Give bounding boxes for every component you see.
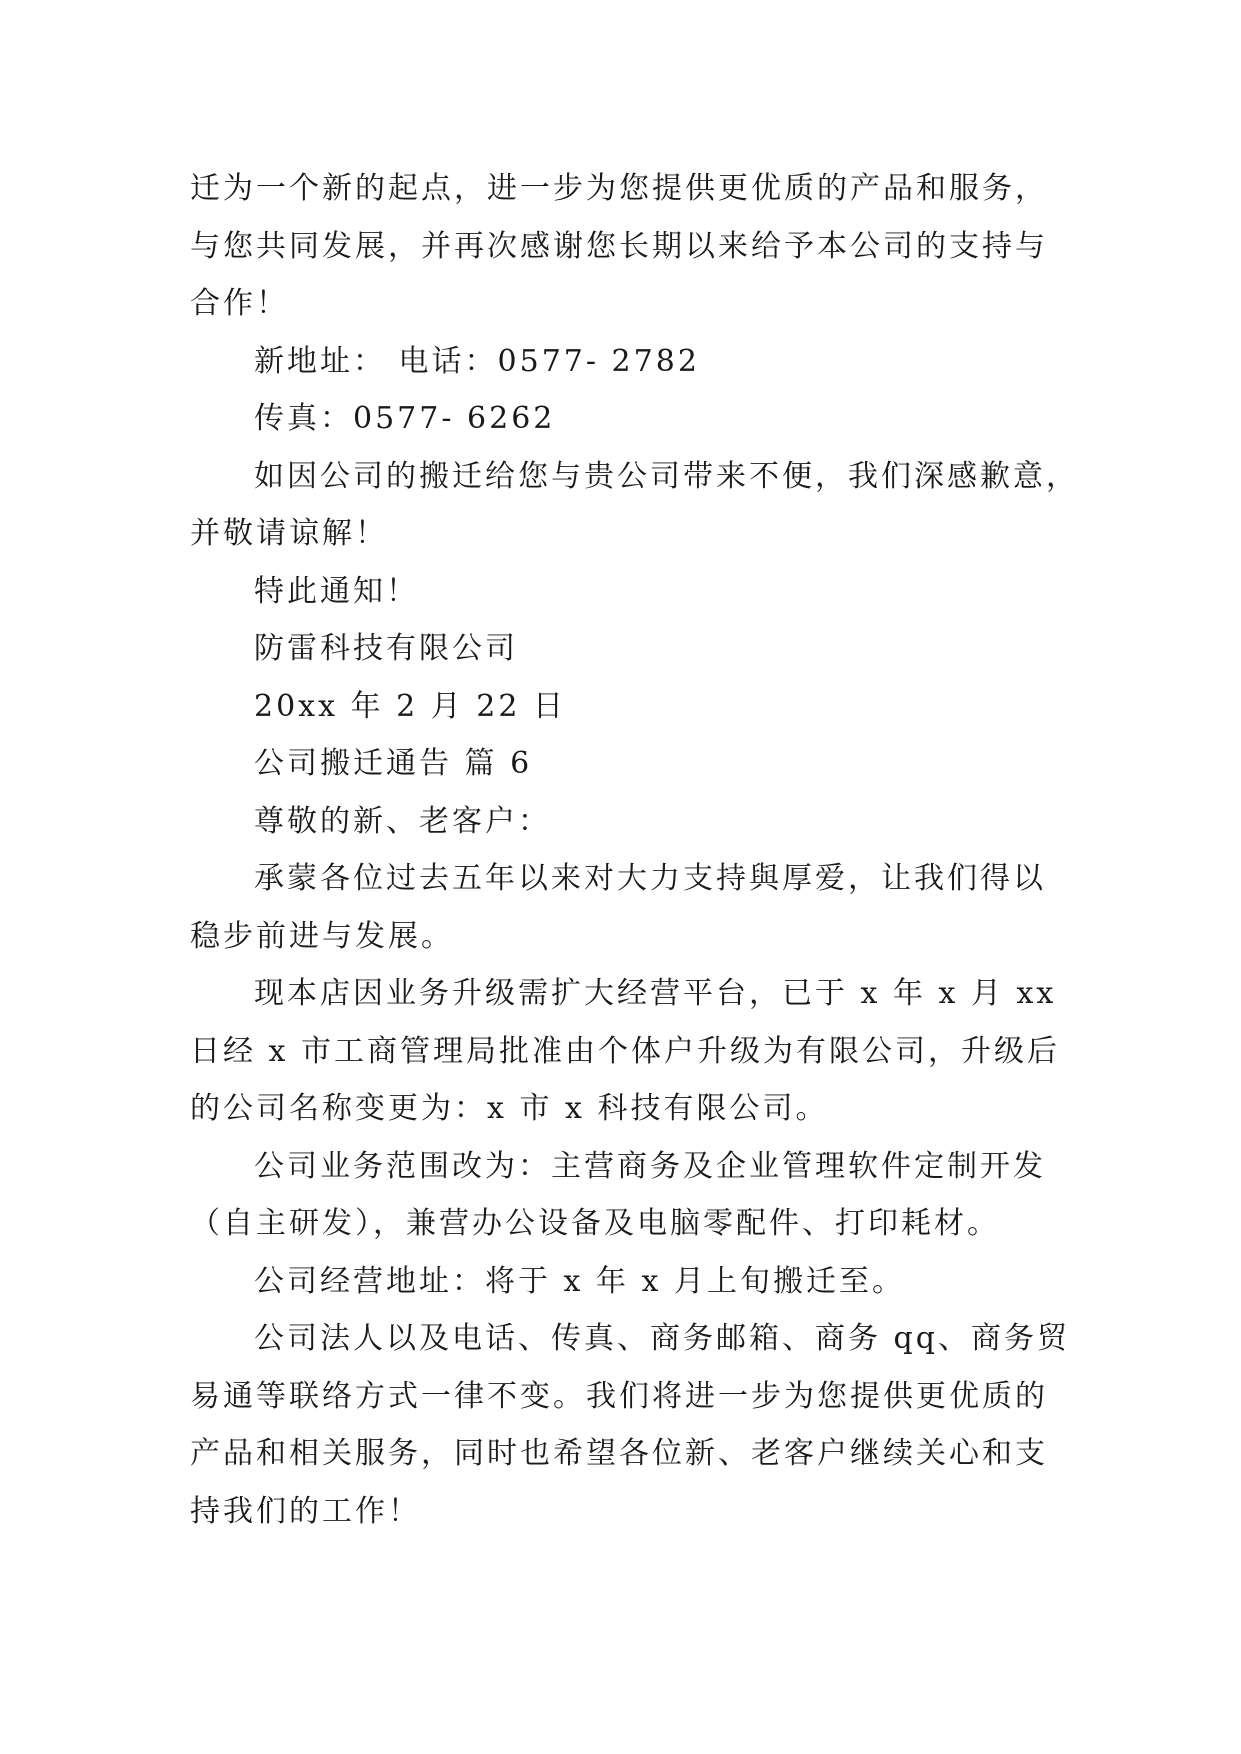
document-body — [190, 160, 1079, 1540]
document-line: 传真：0577- 6262 — [254, 401, 556, 436]
document-line: 的公司名称变更为：x 市 x 科技有限公司。 — [190, 1091, 829, 1126]
document-line: 与您共同发展，并再次感谢您长期以来给予本公司的支持与 — [190, 228, 1048, 264]
document-line: （自主研发），兼营办公设备及电脑零配件、打印耗材。 — [190, 1206, 1000, 1241]
document-line: 新地址： 电话：0577- 2782 — [254, 343, 700, 379]
document-line: 易通等联络方式一律不变。我们将进一步为您提供更优质的 — [190, 1378, 1048, 1414]
document-line: 承蒙各位过去五年以来对大力支持與厚爱，让我们得以 — [254, 861, 1046, 896]
document-line: 公司业务范围改为：主营商务及企业管理软件定制开发 — [254, 1148, 1046, 1184]
document-line: 现本店因业务升级需扩大经营平台，已于 x 年 x 月 xx — [254, 976, 1057, 1011]
document-line: 公司法人以及电话、传真、商务邮箱、商务 qq、商务贸 — [254, 1321, 1070, 1356]
document-line: 稳步前进与发展。 — [190, 918, 454, 954]
document-line: 尊敬的新、老客户： — [254, 803, 551, 839]
document-line: 公司经营地址：将于 x 年 x 月上旬搬迁至。 — [254, 1263, 905, 1299]
document-line: 日经 x 市工商管理局批准由个体户升级为有限公司，升级后 — [190, 1033, 1060, 1069]
document-line: 防雷科技有限公司 — [254, 631, 518, 666]
document-line: 如因公司的搬迁给您与贵公司带来不便，我们深感歉意， — [254, 458, 1079, 494]
document-line: 迁为一个新的起点，进一步为您提供更优质的产品和服务， — [190, 171, 1048, 206]
document-line: 产品和相关服务，同时也希望各位新、老客户继续关心和支 — [190, 1436, 1048, 1471]
document-line: 20xx 年 2 月 22 日 — [254, 688, 566, 724]
document-line: 持我们的工作！ — [190, 1493, 421, 1529]
document-line: 特此通知！ — [254, 573, 419, 609]
document-line: 合作！ — [190, 286, 289, 321]
document-line: 公司搬迁通告 篇 6 — [254, 746, 533, 781]
document-line: 并敬请谅解！ — [190, 516, 388, 551]
